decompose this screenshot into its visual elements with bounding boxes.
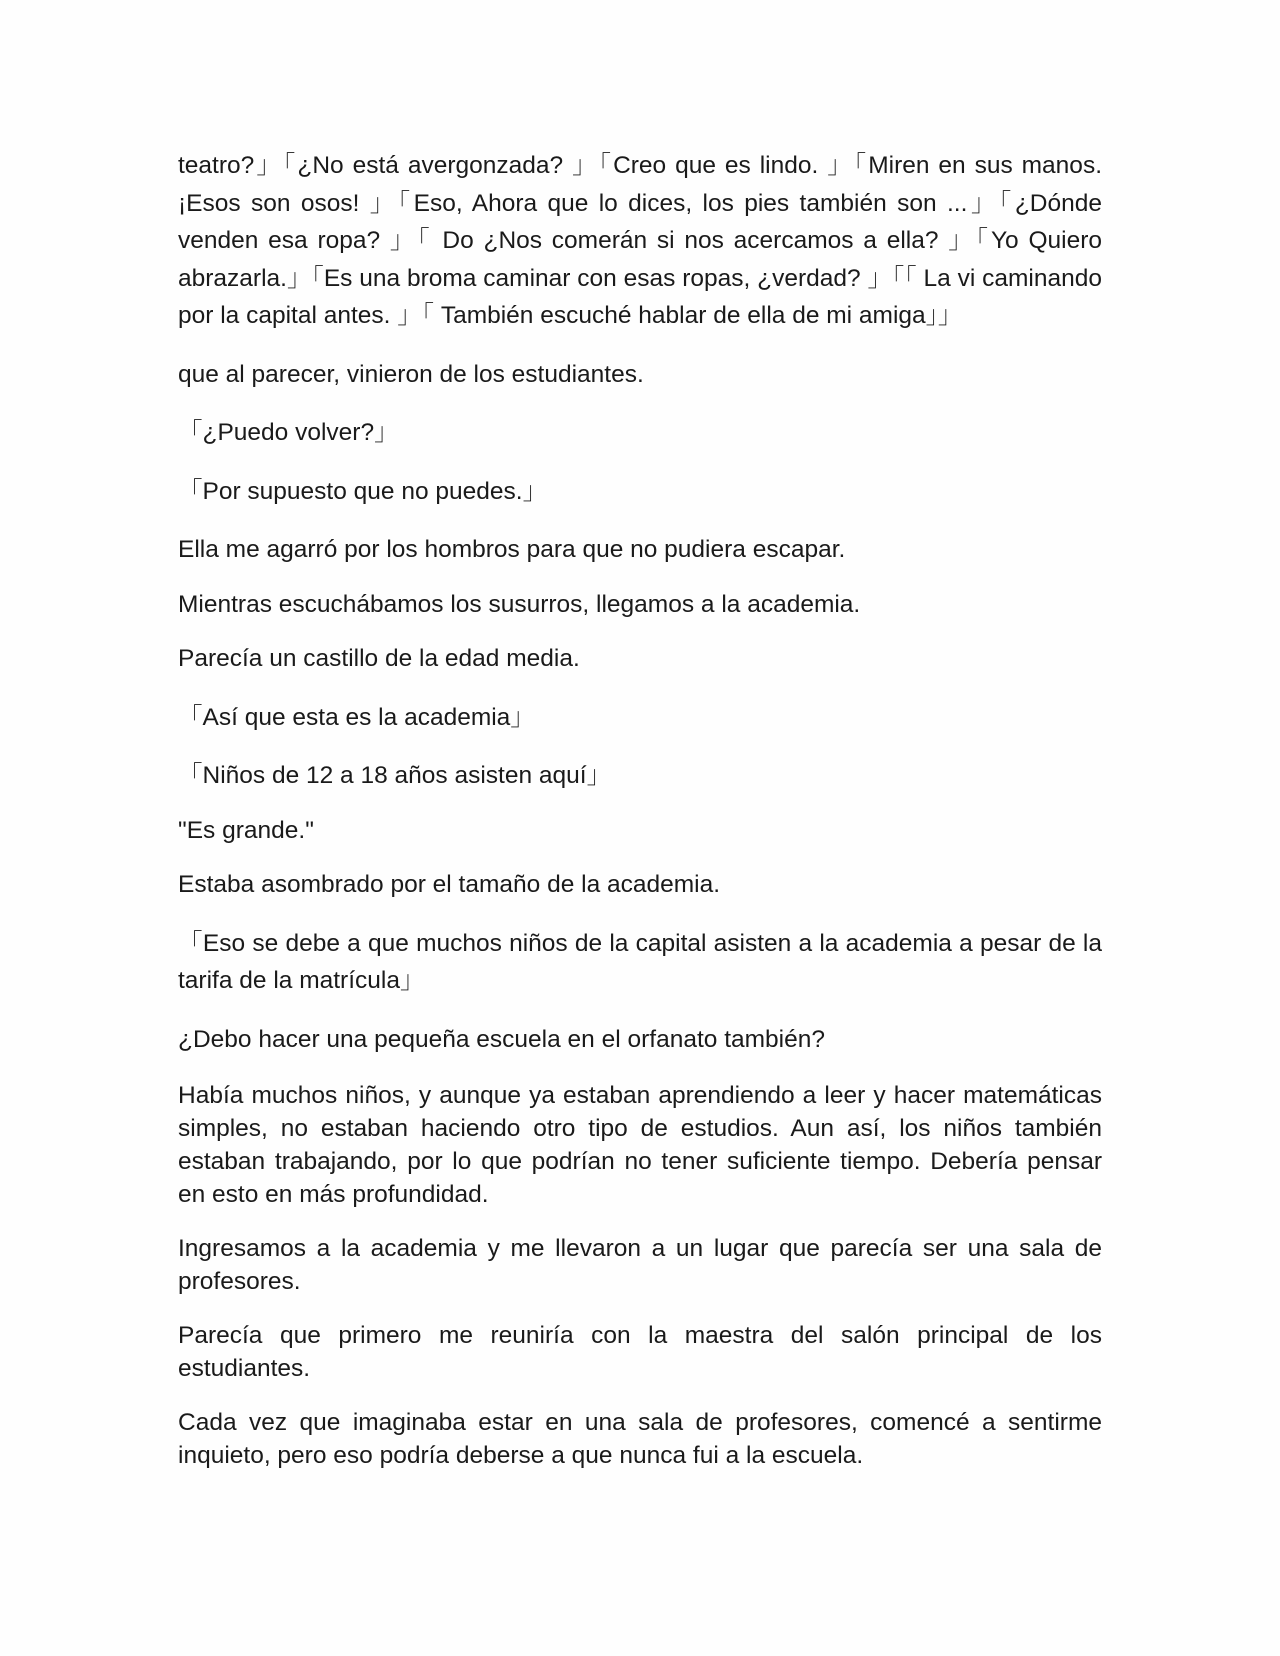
paragraph-14: Había muchos niños, y aunque ya estaban aprendiendo a leer y hacer matemáticas simples, no estaban haciendo otro tipo de estudios. Aun así, los niños también estaban trabajando, por lo que podrían no tener suficiente tiempo. Debería pensar en esto en más profundidad. bbox=[178, 1082, 1102, 1208]
paragraph-2: que al parecer, vinieron de los estudiantes. bbox=[178, 360, 644, 388]
paragraph-12: 「Eso se debe a que muchos niños de la capital asisten a la academia a pesar de la tarifa de la matrícula」 bbox=[178, 929, 1102, 994]
paragraph-3: 「¿Puedo volver?」 bbox=[178, 419, 399, 446]
paragraph-16: Parecía que primero me reuniría con la maestra del salón principal de los estudiantes. bbox=[178, 1322, 1102, 1382]
paragraph-6: Mientras escuchábamos los susurros, llegamos a la academia. bbox=[178, 590, 861, 618]
paragraph-10: "Es grande." bbox=[178, 816, 314, 844]
paragraph-9: 「Niños de 12 a 18 años asisten aquí」 bbox=[178, 762, 612, 789]
body-text bbox=[178, 147, 1102, 1493]
paragraph-15: Ingresamos a la academia y me llevaron a un lugar que parecía ser una sala de profesores. bbox=[178, 1235, 1102, 1295]
paragraph-4: 「Por supuesto que no puedes.」 bbox=[178, 477, 548, 505]
paragraph-7: Parecía un castillo de la edad media. bbox=[178, 645, 580, 672]
paragraph-1: teatro?」「¿No está avergonzada? 」「Creo que es lindo. 」「Miren en sus manos. ¡Esos son osos! 」「Eso, Ahora que lo dices, los pies también son ...」「¿Dónde venden esa ropa? 」「 Do ¿Nos comerán si nos acercamos a ella? 」「Yo Quiero abrazarla.」「Es una broma caminar con esas ropas, ¿verdad? 」「「 La vi caminando por la capital antes. 」「 También escuché hablar de ella de mi amiga」」 bbox=[178, 152, 1102, 329]
paragraph-13: ¿Debo hacer una pequeña escuela en el orfanato también? bbox=[178, 1025, 825, 1053]
paragraph-8: 「Así que esta es la academia」 bbox=[178, 703, 535, 731]
paragraph-5: Ella me agarró por los hombros para que no pudiera escapar. bbox=[178, 536, 846, 563]
paragraph-11: Estaba asombrado por el tamaño de la academia. bbox=[178, 871, 721, 898]
paragraph-17: Cada vez que imaginaba estar en una sala de profesores, comencé a sentirme inquieto, pero eso podría deberse a que nunca fui a la escuela. bbox=[178, 1409, 1102, 1469]
